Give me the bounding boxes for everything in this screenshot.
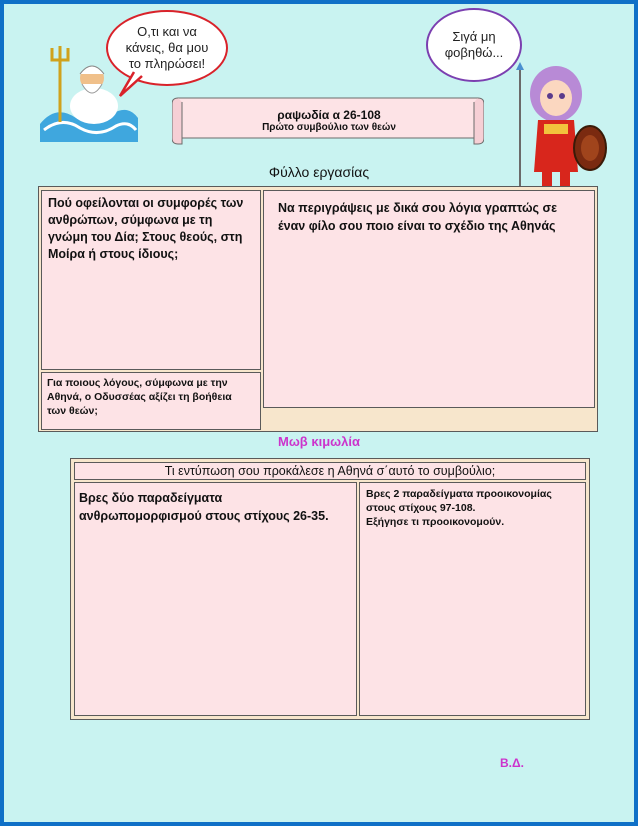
question-3-line: Αθηνά, ο Οδυσσέας αξίζει τη βοήθεια — [47, 391, 232, 403]
signature: Β.Δ. — [500, 756, 524, 770]
worksheet-title: Φύλλο εργασίας — [268, 164, 370, 180]
question-5-line: ανθρωπομορφισμού στους στίχους 26-35. — [79, 509, 329, 523]
question-1-line: ανθρώπων, σύμφωνα με τη — [48, 213, 213, 227]
question-1-line: Μοίρα ή στους ίδιους; — [48, 247, 179, 261]
rhapsody-subtitle: Πρώτο συμβούλιο των θεών — [262, 122, 396, 133]
question-1-box[interactable] — [41, 190, 261, 370]
question-6-line: στους στίχους 97-108. — [366, 502, 476, 514]
athena-illustration — [508, 62, 608, 190]
purple-chalk-label: Μωβ κιμωλία — [278, 434, 360, 449]
question-1-line: Πού οφείλονται οι συμφορές των — [48, 196, 244, 210]
zeus-bubble-line: κάνεις, θα μου — [125, 40, 209, 55]
question-2-line: Να περιγράψεις με δικά σου λόγια γραπτώς σε — [278, 201, 558, 215]
zeus-bubble-line: το πληρώσει! — [128, 56, 206, 71]
question-3-line: των θεών; — [47, 405, 98, 417]
question-3-line: Για ποιους λόγους, σύμφωνα με την — [47, 377, 228, 389]
question-2-box[interactable] — [263, 190, 595, 408]
question-4-text: Τι εντύπωση σου προκάλεσε η Αθηνά σ΄αυτό το συμβούλιο; — [164, 464, 496, 478]
question-6-line: Εξήγησε τι προοικονομούν. — [366, 516, 505, 528]
question-3-box[interactable] — [41, 372, 261, 430]
athena-bubble-line: Σιγά μη — [452, 29, 496, 44]
rhapsody-title: ραψωδία α 26-108 — [277, 108, 381, 122]
zeus-bubble-line: Ο,τι και να — [137, 24, 197, 39]
scroll-banner — [184, 108, 474, 133]
question-2-line: έναν φίλο σου ποιο είναι το σχέδιο της Αθηνάς — [278, 219, 556, 233]
question-1-line: γνώμη του Δία; Στους θεούς, στη — [48, 230, 243, 244]
question-6-line: Βρες 2 παραδείγματα προοικονομίας — [366, 488, 552, 500]
question-4-box[interactable] — [74, 462, 586, 480]
zeus-bubble-tail — [116, 70, 146, 100]
question-5-box[interactable] — [74, 482, 357, 716]
athena-bubble-line: φοβηθώ... — [444, 45, 504, 60]
question-6-box[interactable] — [359, 482, 586, 716]
question-5-line: Βρες δύο παραδείγματα — [79, 491, 223, 505]
